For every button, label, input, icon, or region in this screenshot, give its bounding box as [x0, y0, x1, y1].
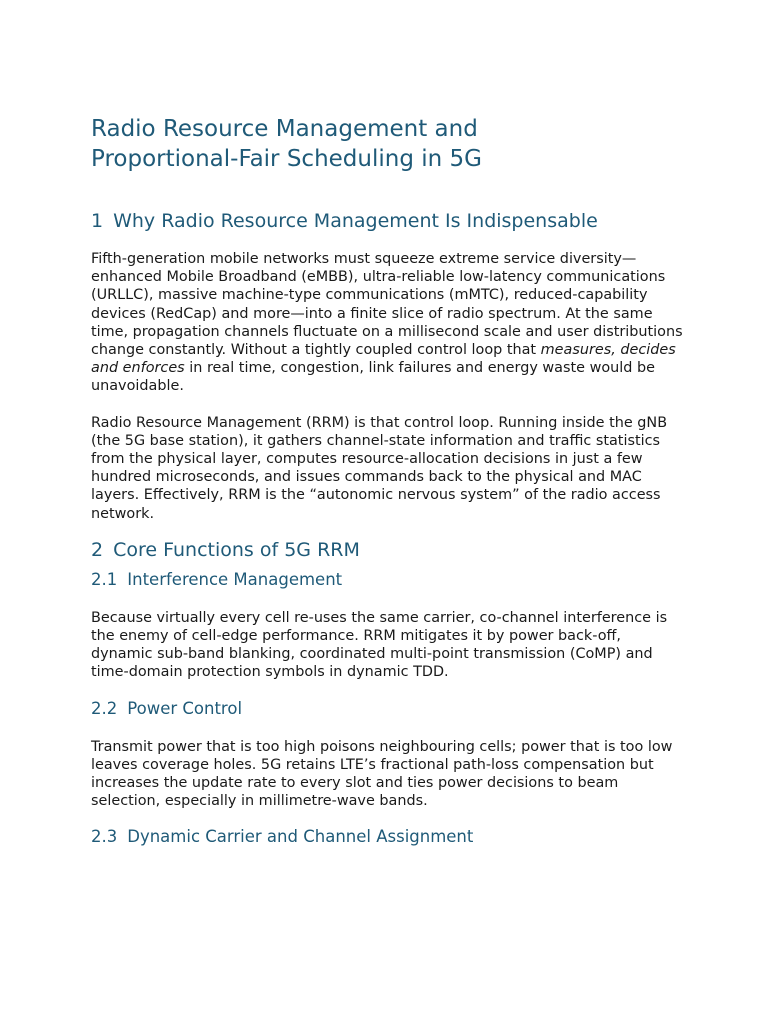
section-1-paragraph-1-text-a: Fifth-generation mobile networks must squeeze extreme service diversity—enhanced Mobile Broadband (eMBB), ultra-reliable low-latency communications (URLLC), massive machine-type communications (mMTC), reduced-capability devices (RedCap) and more—into a finite slice of radio spectrum. At the same time, propagation channels fluctuate on a millisecond scale and user distributions change constantly. Without a tightly coupled control loop that [91, 251, 683, 359]
subsection-2-2-title: Power Control [127, 698, 243, 718]
document-page [91, 114, 685, 848]
section-1-paragraph-1 [91, 250, 685, 396]
document-title [91, 114, 685, 174]
section-1-paragraph-1-text-b: in real time, congestion, link failures and energy waste would be unavoidable. [91, 360, 655, 395]
subsection-2-1-number: 2.1 [91, 569, 118, 589]
subsection-2-1-heading [91, 569, 685, 591]
subsection-2-2-paragraph: Transmit power that is too high poisons neighbouring cells; power that is too low leaves coverage holes. 5G retains LTE’s fractional path-loss compensation but increases the update rate to every slot and ties power decisions to beam selection, especially in millimetre-wave bands. [91, 738, 673, 810]
title-line-1: Radio Resource Management and [91, 116, 478, 142]
subsection-2-1-title: Interference Management [127, 569, 343, 589]
section-1-paragraph-2: Radio Resource Management (RRM) is that control loop. Running inside the gNB (the 5G base station), it gathers channel-state information and traffic statistics from the physical layer, computes resource-allocation decisions in just a few hundred microseconds, and issues commands back to the physical and MAC layers. Effectively, RRM is the “autonomic nervous system” of the radio access network. [91, 414, 668, 522]
section-1-heading [91, 208, 685, 234]
subsection-2-1-paragraph: Because virtually every cell re-uses the same carrier, co-channel interference is the enemy of cell-edge performance. RRM mitigates it by power back-off, dynamic sub-band blanking, coordinated multi-point transmission (CoMP) and time-domain protection symbols in dynamic TDD. [91, 609, 668, 681]
title-line-2: Proportional-Fair Scheduling in 5G [91, 146, 482, 172]
subsection-2-3-title: Dynamic Carrier and Channel Assignment [127, 827, 474, 847]
section-2-heading [91, 537, 685, 563]
section-1-title: Why Radio Resource Management Is Indispensable [113, 210, 598, 232]
subsection-2-3-number: 2.3 [91, 827, 118, 847]
section-2-number: 2 [91, 538, 104, 561]
subsection-2-2-number: 2.2 [91, 698, 118, 718]
subsection-2-2-heading [91, 698, 685, 720]
subsection-2-3-heading [91, 826, 685, 848]
section-2-title: Core Functions of 5G RRM [113, 538, 360, 561]
section-1-paragraph-1-emphasis: measures, decides and enforces [91, 342, 676, 377]
section-1-number: 1 [91, 210, 104, 232]
